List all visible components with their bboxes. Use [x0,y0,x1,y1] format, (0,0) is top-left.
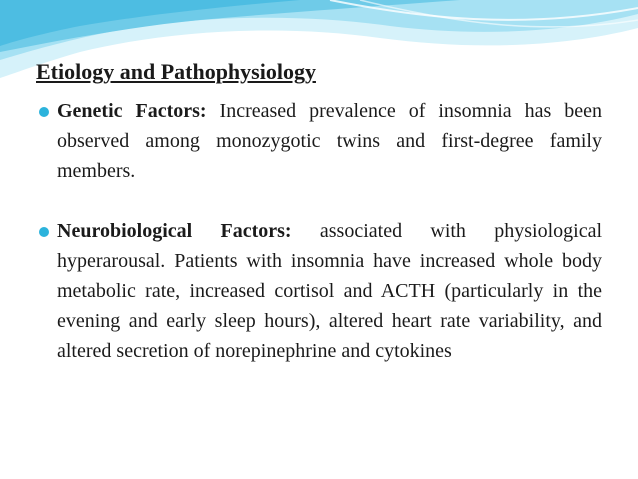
bullet-text: Increased prevalence of insomnia has been observed among monozygotic twins and first-degree family members. [57,100,602,182]
bullet-text: associated with physiological hyperarousal. Patients with insomnia have increased whole body metabolic rate, increased cortisol and ACTH (particularly in the evening and early sleep hours), altered heart rate variability, and altered secretion of norepinephrine and cytokines [57,220,602,362]
slide-content [36,58,602,366]
bullet-label: Neurobiological Factors: [57,220,292,242]
bullet-icon [39,227,49,237]
bullet-item-genetic [36,96,602,186]
bullet-label: Genetic Factors: [57,100,207,122]
bullet-item-neurobiological [36,216,602,366]
bullet-icon [39,107,49,117]
slide-title: Etiology and Pathophysiology [36,59,316,84]
